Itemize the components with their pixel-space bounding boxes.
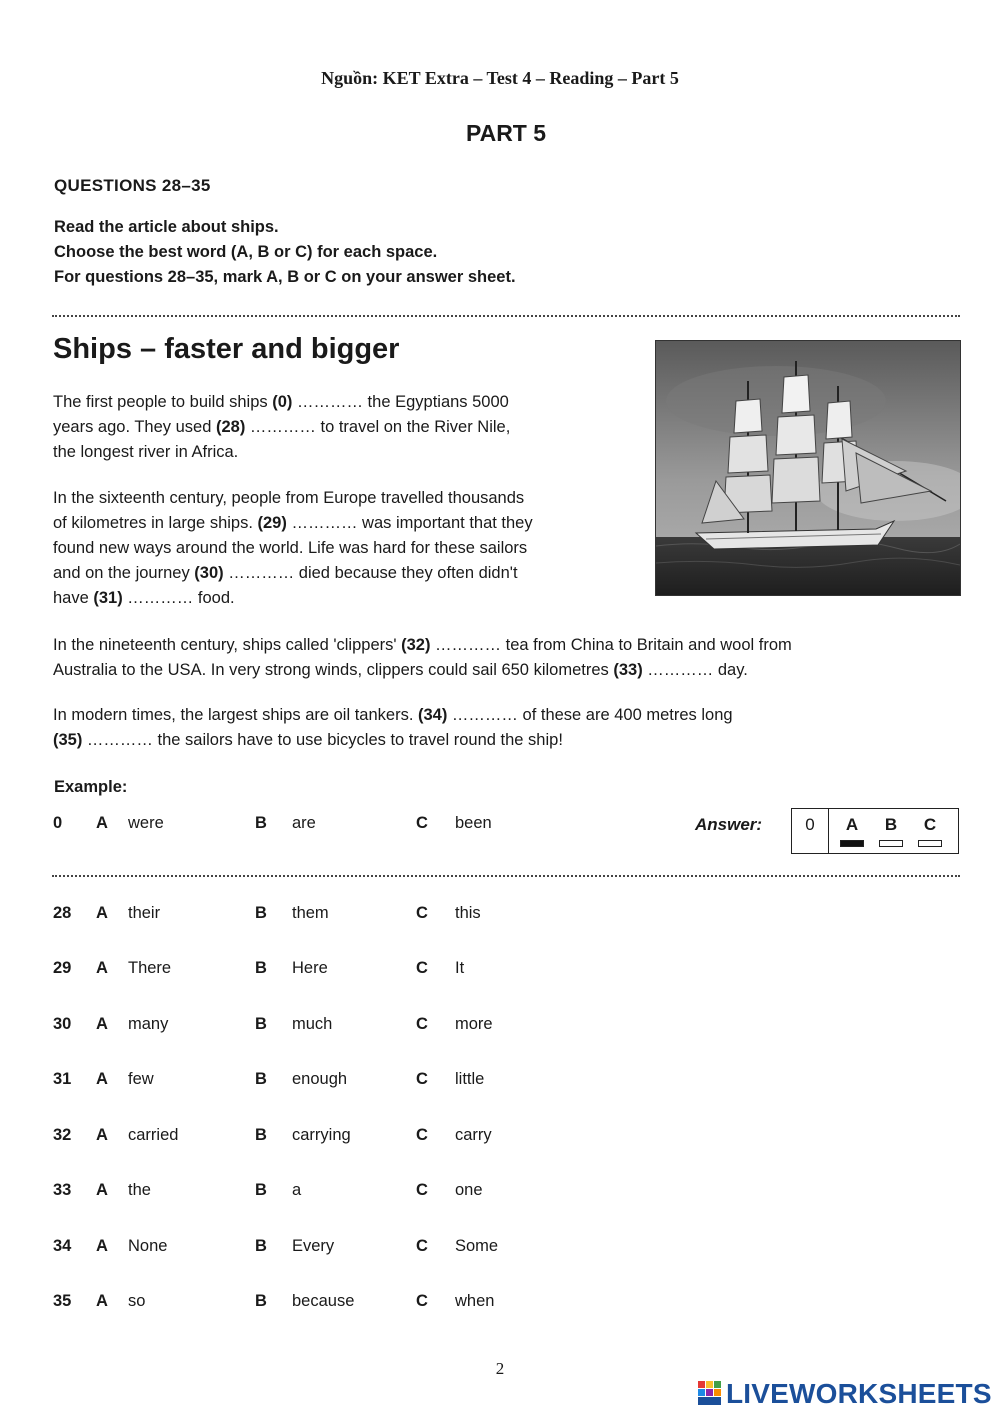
- option-letter-b: B: [255, 1126, 267, 1144]
- option-letter-b: B: [255, 814, 267, 832]
- option-letter-b: B: [255, 1237, 267, 1255]
- question-row[interactable]: [0, 1070, 1000, 1094]
- article-paragraph-3: In the nineteenth century, ships called 'clippers' (32) ………… tea from China to Britain and wool from Australia to the USA. In very strong winds, clippers could sail 650 kilometres (33) ………… day.: [53, 636, 792, 679]
- question-row[interactable]: [0, 1126, 1000, 1150]
- question-row[interactable]: [0, 1181, 1000, 1205]
- article-title: Ships – faster and bigger: [53, 333, 400, 365]
- option-letter-b: B: [255, 959, 267, 977]
- option-letter-c: C: [416, 1181, 428, 1199]
- option-letter-c: C: [416, 814, 428, 832]
- option-a[interactable]: None: [128, 1237, 168, 1255]
- question-number: 33: [53, 1181, 72, 1199]
- option-b: are: [292, 814, 316, 832]
- option-b[interactable]: enough: [292, 1070, 348, 1088]
- option-a[interactable]: carried: [128, 1126, 179, 1144]
- option-letter-c: C: [416, 1126, 428, 1144]
- option-b[interactable]: because: [292, 1292, 355, 1310]
- option-b[interactable]: a: [292, 1181, 302, 1199]
- question-row[interactable]: [0, 1237, 1000, 1261]
- article-paragraph-1: The first people to build ships (0) ………… the Egyptians 5000 years ago. They used (28) ………… to travel on the River Nile, the longest river in Africa.: [53, 393, 511, 461]
- answer-letter-c: C: [923, 815, 937, 834]
- liveworksheets-logo-icon: [698, 1381, 722, 1407]
- option-letter-b: B: [255, 1181, 267, 1199]
- option-b[interactable]: much: [292, 1015, 333, 1033]
- option-letter-a: A: [96, 1181, 108, 1199]
- divider: [52, 875, 960, 877]
- option-b[interactable]: Here: [292, 959, 328, 977]
- answer-mark-c: [918, 840, 942, 847]
- option-c[interactable]: carry: [455, 1126, 492, 1144]
- answer-mark-b: [879, 840, 903, 847]
- option-letter-a: A: [96, 959, 108, 977]
- option-a: were: [128, 814, 164, 832]
- option-b[interactable]: Every: [292, 1237, 335, 1255]
- option-letter-c: C: [416, 959, 428, 977]
- option-a[interactable]: so: [128, 1292, 146, 1310]
- option-a[interactable]: There: [128, 959, 172, 977]
- article-paragraph-2: In the sixteenth century, people from Europe travelled thousands of kilometres in large ships. (29) ………… was important that they found new ways around the world. Life was hard for these sailors and on the journey (30) ………… died because they often didn't have (31) ………… food.: [53, 489, 533, 607]
- question-number: 31: [53, 1070, 72, 1088]
- question-number: 34: [53, 1237, 72, 1255]
- instruction-2: Choose the best word (A, B or C) for each space.: [54, 243, 438, 261]
- option-letter-a: A: [96, 1070, 108, 1088]
- question-row[interactable]: [0, 1015, 1000, 1039]
- answer-letter-b: B: [884, 815, 898, 834]
- option-b[interactable]: them: [292, 904, 329, 922]
- question-number: 28: [53, 904, 72, 922]
- option-c[interactable]: this: [455, 904, 481, 922]
- question-number: 30: [53, 1015, 72, 1033]
- page-number: 2: [495, 1359, 505, 1378]
- option-letter-b: B: [255, 1070, 267, 1088]
- logo-text: LIVEWORKSHEETS: [726, 1378, 992, 1409]
- answer-label: Answer:: [695, 815, 763, 834]
- option-a[interactable]: the: [128, 1181, 151, 1199]
- instruction-3: For questions 28–35, mark A, B or C on your answer sheet.: [54, 268, 516, 286]
- sailing-ship-photo: [655, 340, 961, 596]
- article-paragraph-4: In modern times, the largest ships are oil tankers. (34) ………… of these are 400 metres long (35) ………… the sailors have to use bicycles to travel round the ship!: [53, 706, 733, 749]
- answer-mark-a: [840, 840, 864, 847]
- option-c[interactable]: one: [455, 1181, 483, 1199]
- example-label: Example:: [54, 778, 128, 796]
- question-number: 35: [53, 1292, 72, 1310]
- option-letter-a: A: [96, 1015, 108, 1033]
- answer-box-number: 0: [792, 809, 829, 853]
- question-row[interactable]: [0, 904, 1000, 928]
- option-letter-a: A: [96, 1237, 108, 1255]
- option-letter-c: C: [416, 1237, 428, 1255]
- option-c[interactable]: when: [455, 1292, 495, 1310]
- example-answer-box: [791, 808, 959, 854]
- option-c[interactable]: more: [455, 1015, 493, 1033]
- option-letter-a: A: [96, 1292, 108, 1310]
- option-letter-a: A: [96, 904, 108, 922]
- option-a[interactable]: few: [128, 1070, 154, 1088]
- option-letter-a: A: [96, 1126, 108, 1144]
- source-line: Nguồn: KET Extra – Test 4 – Reading – Part 5: [321, 68, 679, 88]
- option-letter-c: C: [416, 1015, 428, 1033]
- answer-letter-a: A: [845, 815, 859, 834]
- question-number: 29: [53, 959, 72, 977]
- option-c: been: [455, 814, 492, 832]
- question-row[interactable]: [0, 959, 1000, 983]
- option-c[interactable]: little: [455, 1070, 485, 1088]
- option-letter-c: C: [416, 904, 428, 922]
- instruction-1: Read the article about ships.: [54, 218, 279, 236]
- option-letter-a: A: [96, 814, 108, 832]
- questions-heading: QUESTIONS 28–35: [54, 176, 211, 195]
- divider: [52, 315, 960, 317]
- question-number: 0: [53, 814, 63, 832]
- question-number: 32: [53, 1126, 72, 1144]
- option-a[interactable]: many: [128, 1015, 169, 1033]
- question-row[interactable]: [0, 1292, 1000, 1316]
- option-a[interactable]: their: [128, 904, 161, 922]
- option-letter-b: B: [255, 1292, 267, 1310]
- option-c[interactable]: Some: [455, 1237, 499, 1255]
- option-b[interactable]: carrying: [292, 1126, 351, 1144]
- option-letter-b: B: [255, 904, 267, 922]
- part-title: PART 5: [465, 120, 547, 146]
- option-c[interactable]: It: [455, 959, 465, 977]
- option-letter-c: C: [416, 1292, 428, 1310]
- option-letter-b: B: [255, 1015, 267, 1033]
- option-letter-c: C: [416, 1070, 428, 1088]
